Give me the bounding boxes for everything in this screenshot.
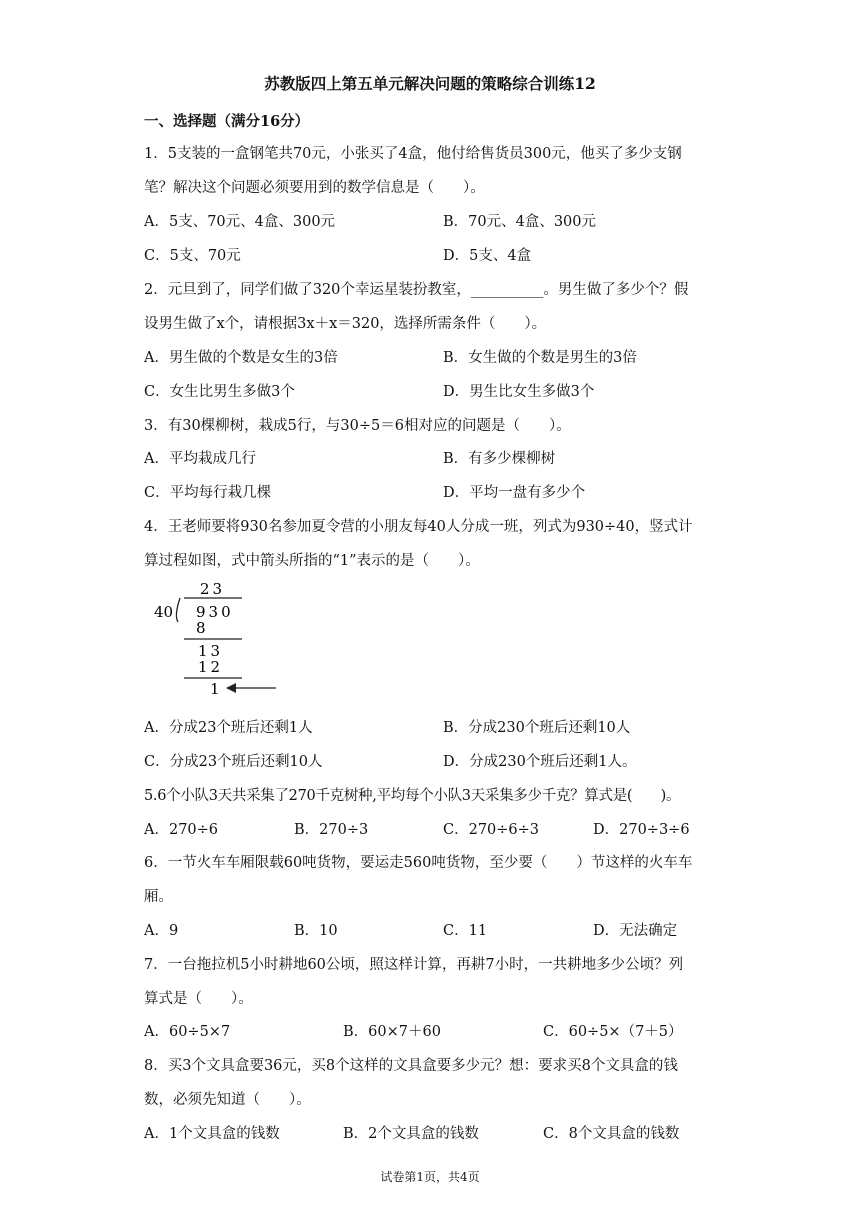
question-1-option-a: A．5支、70元、4盒、300元 (144, 214, 336, 230)
question-7-option-a: A．60÷5×7 (144, 1024, 231, 1040)
question-2-option-b: B．女生做的个数是男生的3倍 (443, 350, 637, 366)
question-4-option-b: B．分成230个班后还剩10人 (443, 720, 631, 736)
page-footer: 试卷第1页，共4页 (380, 1170, 480, 1184)
remainder-digit: 1 (210, 680, 220, 698)
question-6-line-1: 6．一节火车车厢限载60吨货物，要运走560吨货物，至少要（ ）节这样的火车车 (144, 855, 693, 871)
subtract-step-2: 12 (198, 658, 224, 676)
question-8-line-1: 8．买3个文具盒要36元，买8个这样的文具盒要多少元？想：要求买8个文具盒的钱 (144, 1058, 678, 1074)
question-4-option-d: D．分成230个班后还剩1人。 (443, 754, 637, 770)
question-1-line-2: 笔？解决这个问题必须要用到的数学信息是（ ）。 (144, 180, 485, 196)
question-5-option-a: A．270÷6 (144, 822, 219, 838)
question-3-option-a: A．平均栽成几行 (144, 451, 256, 467)
question-6-option-a: A．9 (144, 923, 179, 939)
question-3-line-1: 3．有30棵柳树，栽成5行，与30÷5＝6相对应的问题是（ ）。 (144, 418, 571, 434)
question-2-line-1: 2．元旦到了，同学们做了320个幸运星装扮教室，__________。男生做了多少个？假 (144, 282, 689, 298)
question-8-line-2: 数，必须先知道（ ）。 (144, 1092, 311, 1108)
question-2-option-d: D．男生比女生多做3个 (443, 384, 595, 400)
quotient-digits: 23 (200, 580, 226, 598)
section-heading: 一、选择题（满分16分） (144, 113, 310, 130)
question-2-option-a: A．男生做的个数是女生的3倍 (144, 350, 338, 366)
question-2-line-2: 设男生做了x个，请根据3x＋x＝320，选择所需条件（ ）。 (144, 316, 547, 332)
question-1-option-c: C．5支、70元 (144, 248, 241, 264)
question-4-option-c: C．分成23个班后还剩10人 (144, 754, 323, 770)
arrow-left-icon (226, 683, 276, 693)
partial-dividend: 13 (198, 642, 224, 660)
divisor-digits: 40 (154, 603, 174, 621)
question-4-line-2: 算过程如图，式中箭头所指的“1”表示的是（ ）。 (144, 553, 480, 569)
question-1-option-d: D．5支、4盒 (443, 248, 532, 264)
question-6-option-b: B．10 (294, 923, 338, 939)
question-7-option-b: B．60×7＋60 (343, 1024, 441, 1040)
subtract-step-1: 8 (196, 619, 206, 637)
question-5-option-d: D．270÷3÷6 (593, 822, 690, 838)
question-6-option-c: C．11 (443, 923, 488, 939)
question-2-option-c: C．女生比男生多做3个 (144, 384, 295, 400)
question-5-option-c: C．270÷6÷3 (443, 822, 540, 838)
question-1-option-b: B．70元、4盒、300元 (443, 214, 597, 230)
question-7-option-c: C．60÷5×（7＋5） (543, 1024, 683, 1040)
question-6-line-2: 厢。 (144, 889, 173, 905)
question-7-line-2: 算式是（ ）。 (144, 991, 253, 1007)
question-5-option-b: B．270÷3 (294, 822, 369, 838)
question-3-option-b: B．有多少棵柳树 (443, 451, 556, 467)
question-8-option-b: B．2个文具盒的钱数 (343, 1126, 479, 1142)
question-3-option-d: D．平均一盘有多少个 (443, 485, 586, 501)
question-3-option-c: C．平均每行栽几棵 (144, 485, 272, 501)
document-title: 苏教版四上第五单元解决问题的策略综合训练12 (264, 74, 596, 93)
dividend-digits: 930 (196, 603, 234, 621)
question-4-line-1: 4．王老师要将930名参加夏令营的小朋友每40人分成一班，列式为930÷40，竖式计 (144, 519, 693, 535)
question-1-line-1: 1．5支装的一盒钢笔共70元，小张买了4盒，他付给售货员300元，他买了多少支钢 (144, 146, 682, 162)
question-4-option-a: A．分成23个班后还剩1人 (144, 720, 313, 736)
question-8-option-a: A．1个文具盒的钱数 (144, 1126, 280, 1142)
question-5-line-1: 5.6个小队3天共采集了270千克树种,平均每个小队3天采集多少千克？算式是( )。 (144, 788, 681, 804)
question-6-option-d: D．无法确定 (593, 923, 678, 939)
long-division-figure (148, 574, 288, 700)
question-8-option-c: C．8个文具盒的钱数 (543, 1126, 680, 1142)
question-7-line-1: 7．一台拖拉机5小时耕地60公顷，照这样计算，再耕7小时，一共耕地多少公顷？列 (144, 957, 684, 973)
